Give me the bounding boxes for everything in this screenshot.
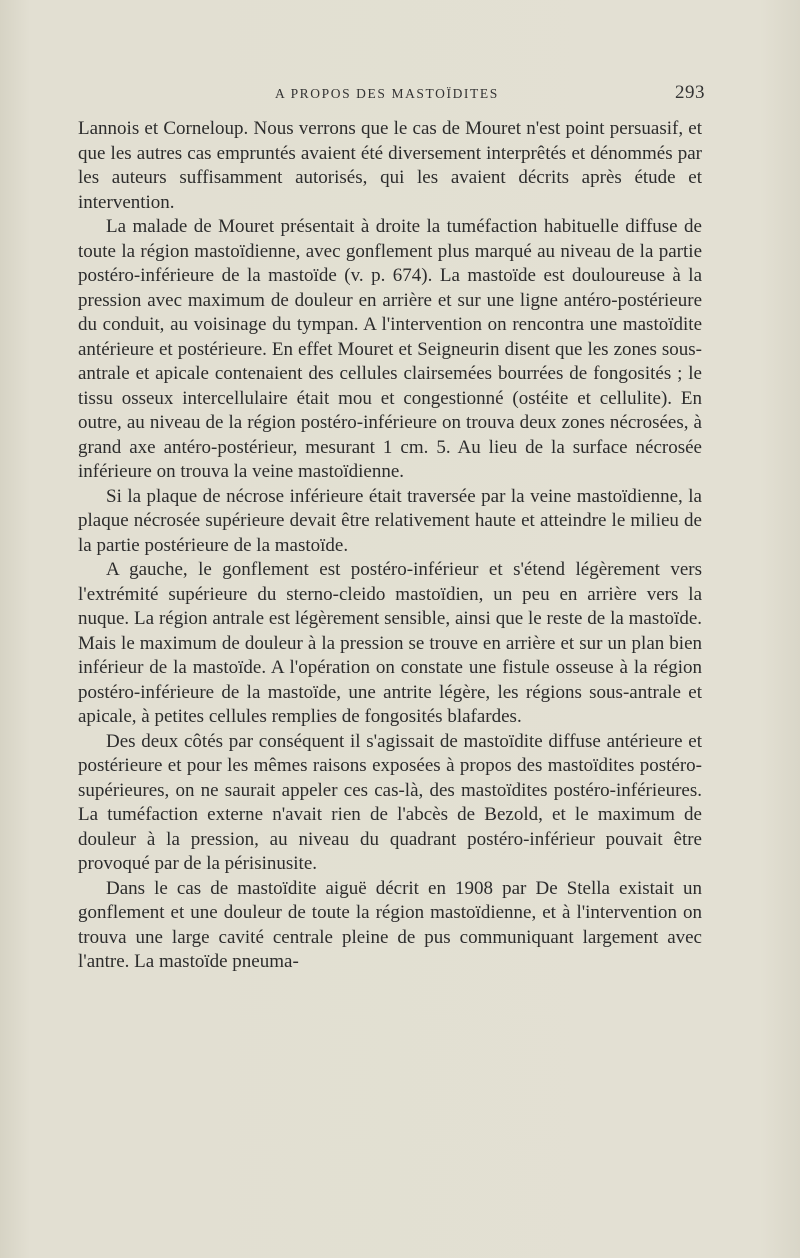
page-number: 293: [675, 82, 705, 103]
paragraph: Dans le cas de mastoïdite aiguë décrit en 1908 par De Stella existait un gonflement et une douleur de toute la région mastoïdienne, et à l'intervention on trouva une large cavité centrale pleine de pus communiquant largement avec l'antre. La mastoïde pneuma-: [78, 877, 702, 972]
paragraph: Si la plaque de nécrose inférieure était traversée par la veine mastoïdienne, la plaque nécrosée supérieure devait être relativement haute et atteindre le milieu de la partie postérieure de la mastoïde.: [78, 485, 702, 556]
running-title: A PROPOS DES MASTOÏDITES: [275, 86, 499, 101]
paragraph: La malade de Mouret présentait à droite la tuméfaction habituelle diffuse de toute la région mastoïdienne, avec gonflement plus marqué au niveau de la partie postéro-inférieure de la mastoïde (v. p. 674). La mastoïde est douloureuse à la pression avec maximum de douleur en arrière et sur une ligne antéro-postérieure du conduit, au voisinage du tympan. A l'intervention on rencontra une mastoïdite antérieure et postérieure. En effet Mouret et Seigneurin disent que les zones sous-antrale et apicale contenaient des cellules clairsemées bourrées de fongosités ; le tissu osseux intercellulaire était mou et congestionné (ostéite et cellulite). En outre, au niveau de la région postéro-inférieure on trouva deux zones nécrosées, à grand axe antéro-postérieur, mesurant 1 cm. 5. Au lieu de la surface nécrosée inférieure on trouva la veine mastoïdienne.: [78, 216, 702, 482]
paragraph: Lannois et Corneloup. Nous verrons que le cas de Mouret n'est point persuasif, et que les autres cas empruntés avaient été diversement interprêtés et dénommés par les auteurs suffisamment autorisés, qui les avaient décrits après étude et intervention.: [78, 118, 702, 213]
page-header: [80, 84, 705, 108]
paragraph: A gauche, le gonflement est postéro-inférieur et s'étend légèrement vers l'extrémité supérieure du sterno-cleido mastoïdien, un peu en arrière vers la nuque. La région antrale est légèrement sensible, ainsi que le reste de la mastoïde. Mais le maximum de douleur à la pression se trouve en arrière et sur un plan bien inférieur de la mastoïde. A l'opération on constate une fistule osseuse à la région postéro-inférieure de la mastoïde, une antrite légère, les régions sous-antrale et apicale, à petites cellules remplies de fongosités blafardes.: [78, 559, 702, 727]
body-text: [78, 117, 702, 975]
paragraph: Des deux côtés par conséquent il s'agissait de mastoïdite diffuse antérieure et postérieure et pour les mêmes raisons exposées à propos des mastoïdites postéro-supérieures, on ne saurait appeler ces cas-là, des mastoïdites postéro-inférieures. La tuméfaction externe n'avait rien de l'abcès de Bezold, et le maximum de douleur à la pression, au niveau du quadrant postéro-inférieur pouvait être provoqué par de la périsinusite.: [78, 730, 702, 874]
